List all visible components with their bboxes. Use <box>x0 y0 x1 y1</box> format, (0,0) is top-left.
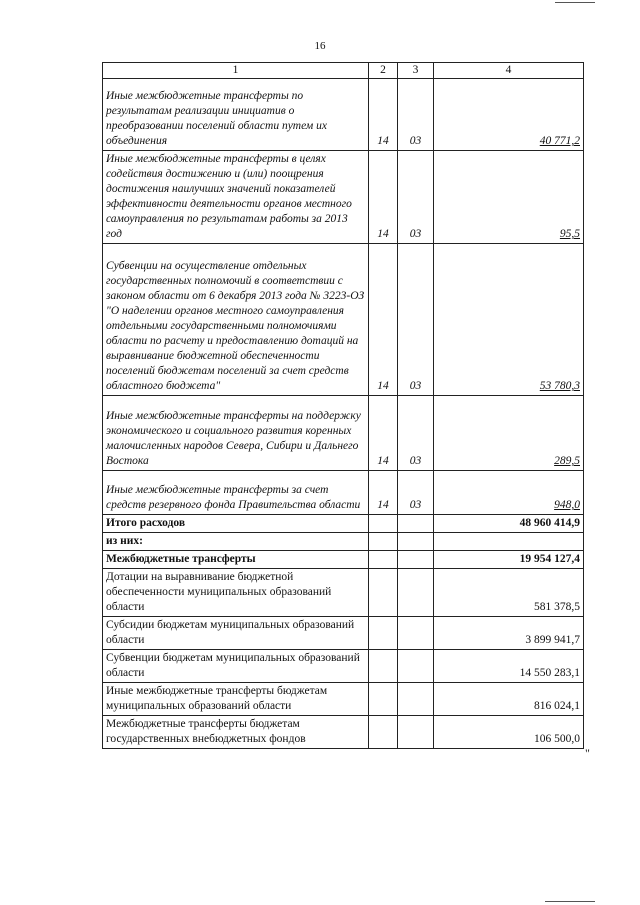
row-description: Иные межбюджетные трансферты бюджетам муниципальных образований области <box>103 683 369 716</box>
row-description: Межбюджетные трансферты бюджетам государственных внебюджетных фондов <box>103 716 369 749</box>
row-code-3 <box>398 515 434 533</box>
row-code-3 <box>398 533 434 551</box>
table-row <box>103 471 584 515</box>
row-code-3: 03 <box>398 396 434 471</box>
row-description: Межбюджетные трансферты <box>103 551 369 569</box>
table-row <box>103 244 584 396</box>
row-amount: 48 960 414,9 <box>434 515 584 533</box>
page-number: 16 <box>314 40 326 52</box>
row-amount: 948,0 <box>434 471 584 515</box>
row-code-3 <box>398 716 434 749</box>
row-description: Субвенции бюджетам муниципальных образований области <box>103 650 369 683</box>
budget-table <box>102 62 584 749</box>
row-code-2 <box>369 683 398 716</box>
row-description: Иные межбюджетные трансферты в целях содействия достижению и (или) поощрения достижения наилучших значений показателей эффективности деятельности органов местного самоуправления по результатам работы за 2013 год <box>103 151 369 244</box>
row-code-2 <box>369 716 398 749</box>
table-header-row <box>103 63 584 79</box>
row-amount: 3 899 941,7 <box>434 617 584 650</box>
column-header: 3 <box>398 63 434 79</box>
table-row <box>103 617 584 650</box>
row-code-2 <box>369 569 398 617</box>
table-row <box>103 533 584 551</box>
row-code-2 <box>369 650 398 683</box>
row-amount: 14 550 283,1 <box>434 650 584 683</box>
scan-artifact <box>545 901 595 902</box>
table-row <box>103 396 584 471</box>
row-code-2: 14 <box>369 151 398 244</box>
row-amount: 19 954 127,4 <box>434 551 584 569</box>
row-description: Дотации на выравнивание бюджетной обеспеченности муниципальных образований области <box>103 569 369 617</box>
row-code-3: 03 <box>398 471 434 515</box>
row-amount: 53 780,3 <box>434 244 584 396</box>
row-amount: 816 024,1 <box>434 683 584 716</box>
row-code-3 <box>398 650 434 683</box>
row-code-3: 03 <box>398 244 434 396</box>
row-code-2 <box>369 533 398 551</box>
table-row <box>103 515 584 533</box>
row-description: Иные межбюджетные трансферты по результатам реализации инициатив о преобразовании поселений области путем их объединения <box>103 79 369 151</box>
row-description: из них: <box>103 533 369 551</box>
table-row <box>103 569 584 617</box>
row-amount: 289,5 <box>434 396 584 471</box>
table-row <box>103 716 584 749</box>
table-row <box>103 79 584 151</box>
row-code-3 <box>398 617 434 650</box>
closing-quote-mark: " <box>585 746 590 760</box>
row-amount: 40 771,2 <box>434 79 584 151</box>
column-header: 1 <box>103 63 369 79</box>
row-amount <box>434 533 584 551</box>
row-code-2 <box>369 515 398 533</box>
row-code-2 <box>369 551 398 569</box>
table-row <box>103 650 584 683</box>
row-code-3 <box>398 569 434 617</box>
row-code-3: 03 <box>398 79 434 151</box>
row-code-3 <box>398 551 434 569</box>
row-description: Иные межбюджетные трансферты на поддержку экономического и социального развития коренных малочисленных народов Севера, Сибири и Дальнего Востока <box>103 396 369 471</box>
row-code-2: 14 <box>369 471 398 515</box>
row-code-3: 03 <box>398 151 434 244</box>
row-amount: 95,5 <box>434 151 584 244</box>
row-code-2: 14 <box>369 79 398 151</box>
scan-artifact <box>555 2 595 3</box>
column-header: 4 <box>434 63 584 79</box>
row-code-2: 14 <box>369 244 398 396</box>
row-code-3 <box>398 683 434 716</box>
row-amount: 581 378,5 <box>434 569 584 617</box>
row-description: Субвенции на осуществление отдельных государственных полномочий в соответствии с законом области от 6 декабря 2013 года № 3223-ОЗ "О наделении органов местного самоуправления отдельными государственными полномочиями области по расчету и предоставлению дотаций на выравнивание бюджетной обеспеченности поселений бюджетам поселений за счет средств областного бюджета" <box>103 244 369 396</box>
row-description: Субсидии бюджетам муниципальных образований области <box>103 617 369 650</box>
column-header: 2 <box>369 63 398 79</box>
row-description: Иные межбюджетные трансферты за счет средств резервного фонда Правительства области <box>103 471 369 515</box>
table-row <box>103 151 584 244</box>
row-amount: 106 500,0 <box>434 716 584 749</box>
table-row <box>103 551 584 569</box>
row-code-2: 14 <box>369 396 398 471</box>
row-code-2 <box>369 617 398 650</box>
table-row <box>103 683 584 716</box>
row-description: Итого расходов <box>103 515 369 533</box>
